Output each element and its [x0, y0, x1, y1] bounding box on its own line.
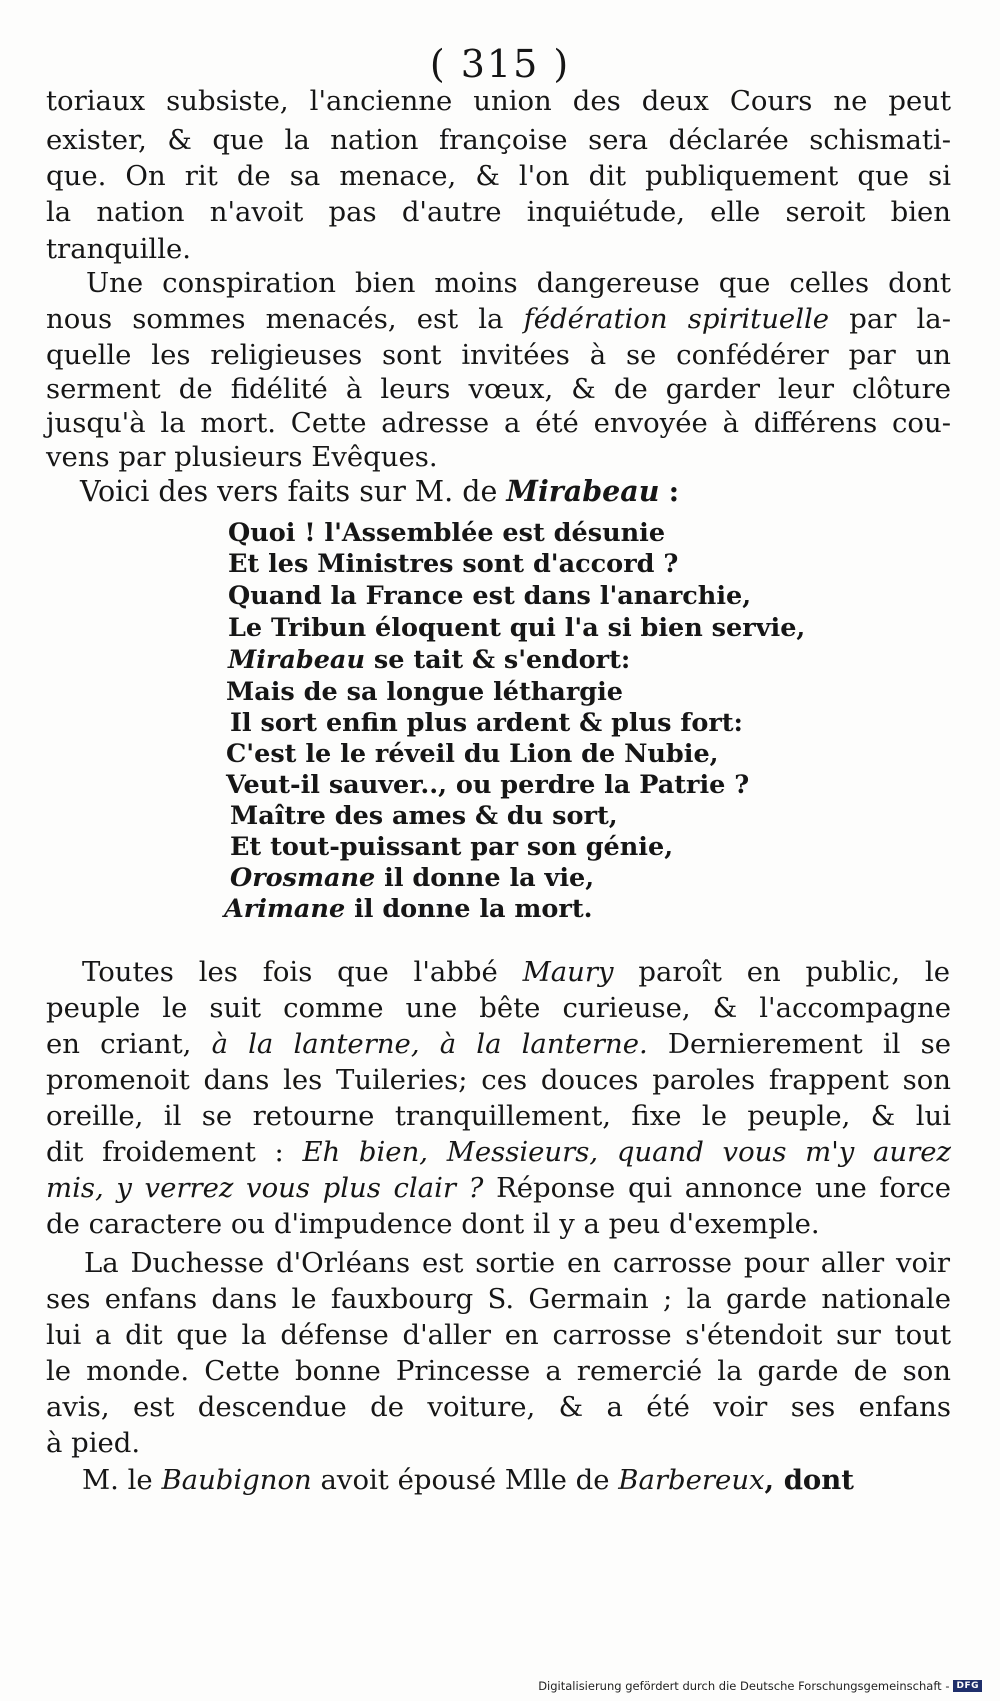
text-line: jusqu'à la mort. Cette adresse a été envoyée à différens cou-: [46, 407, 951, 439]
text-line: que. On rit de sa menace, & l'on dit publiquement que si: [46, 160, 951, 192]
text-line: [46, 302, 951, 336]
poem-line: Quoi ! l'Assemblée est désunie: [228, 518, 666, 548]
verse-introduction: [80, 474, 679, 509]
text-line: toriaux subsiste, l'ancienne union des deux Cours ne peut: [46, 85, 951, 117]
dfg-logo-icon: DFG: [953, 1680, 982, 1692]
text-line: exister, & que la nation françoise sera déclarée schismati-: [46, 124, 951, 156]
text-span: par la-: [849, 303, 951, 335]
text-line: [46, 1027, 951, 1061]
text-line: peuple le suit comme une bête curieuse, & l'accompagne: [46, 992, 951, 1024]
text-line: La Duchesse d'Orléans est sortie en carrosse pour aller voir: [84, 1247, 950, 1279]
text-line: [82, 955, 950, 989]
text-span: M. le: [82, 1464, 153, 1496]
poem-line: Il sort enfin plus ardent & plus fort:: [230, 708, 743, 738]
text-line: ses enfans dans le fauxbourg S. Germain ; la garde nationale: [46, 1283, 951, 1315]
text-line: la nation n'avoit pas d'autre inquiétude, elle seroit bien: [46, 196, 951, 228]
italic-name: Orosmane: [230, 863, 376, 893]
poem-line: Veut-il sauver.., ou perdre la Patrie ?: [226, 770, 750, 800]
italic-phrase: à la lanterne, à la lanterne.: [211, 1028, 648, 1060]
text-line: lui a dit que la défense d'aller en carrosse s'étendoit sur tout: [46, 1319, 951, 1351]
page-number: ( 315 ): [429, 42, 571, 86]
poem-line: [230, 861, 594, 895]
text-line: vens par plusieurs Evêques.: [46, 441, 438, 473]
italic-name: Barbereux: [618, 1464, 765, 1496]
text-span: :: [668, 474, 680, 508]
text-line: oreille, il se retourne tranquillement, fixe le peuple, & lui: [46, 1100, 951, 1132]
text-line: Une conspiration bien moins dangereuse que celles dont: [86, 267, 951, 299]
text-line: de caractere ou d'impudence dont il y a peu d'exemple.: [46, 1208, 820, 1240]
text-line: [46, 1171, 951, 1205]
italic-phrase: mis, y verrez vous plus clair ?: [46, 1172, 484, 1204]
text-span: Toutes les fois que l'abbé: [82, 956, 498, 988]
italic-name: Baubignon: [161, 1464, 312, 1496]
poem-line: [224, 892, 593, 926]
text-span: Voici des vers faits sur M. de: [80, 475, 498, 508]
italic-name: Mirabeau: [506, 474, 660, 508]
italic-phrase: fédération spirituelle: [523, 303, 830, 335]
text-span: Dernierement il se: [667, 1028, 952, 1060]
poem-line: Et tout-puissant par son génie,: [230, 832, 674, 862]
digitization-credit: [538, 1679, 982, 1693]
text-span: en criant,: [46, 1028, 192, 1060]
text-line: quelle les religieuses sont invitées à se confédérer par un: [46, 339, 951, 371]
text-line: [46, 1135, 951, 1169]
text-line: serment de fidélité à leurs vœux, & de garder leur clôture: [46, 373, 951, 405]
credit-text: Digitalisierung gefördert durch die Deutsche Forschungsgemeinschaft -: [538, 1679, 950, 1693]
text-line: promenoit dans les Tuileries; ces douces paroles frappent son: [46, 1064, 951, 1096]
text-span: il donne la mort.: [354, 894, 593, 924]
poem-line: Le Tribun éloquent qui l'a si bien servie,: [228, 613, 806, 643]
text-line: avis, est descendue de voiture, & a été voir ses enfans: [46, 1391, 951, 1423]
paragraph-5: [82, 1463, 854, 1497]
text-span: , dont: [764, 1464, 854, 1496]
poem-line: Maître des ames & du sort,: [230, 801, 618, 831]
italic-phrase: Eh bien, Messieurs, quand vous m'y aurez: [302, 1136, 951, 1168]
text-line: le monde. Cette bonne Princesse a remercié la garde de son: [46, 1355, 951, 1387]
text-span: Réponse qui annonce une force: [496, 1172, 951, 1204]
poem-line: C'est le le réveil du Lion de Nubie,: [226, 739, 719, 769]
poem-line: [228, 643, 630, 677]
italic-name: Maury: [522, 956, 614, 988]
text-span: nous sommes menacés, est la: [46, 303, 504, 335]
text-span: il donne la vie,: [384, 863, 595, 893]
text-line: tranquille.: [46, 233, 192, 265]
text-line: à pied.: [46, 1427, 141, 1459]
poem-line: Mais de sa longue léthargie: [226, 677, 623, 707]
poem-line: Et les Ministres sont d'accord ?: [228, 549, 679, 579]
text-span: avoit épousé Mlle de: [320, 1464, 610, 1496]
poem-line: Quand la France est dans l'anarchie,: [228, 581, 752, 611]
text-span: dit froidement :: [46, 1136, 284, 1168]
italic-name: Arimane: [224, 894, 346, 924]
italic-name: Mirabeau: [228, 645, 365, 675]
text-span: se tait & s'endort:: [373, 645, 631, 675]
text-span: paroît en public, le: [638, 956, 950, 988]
